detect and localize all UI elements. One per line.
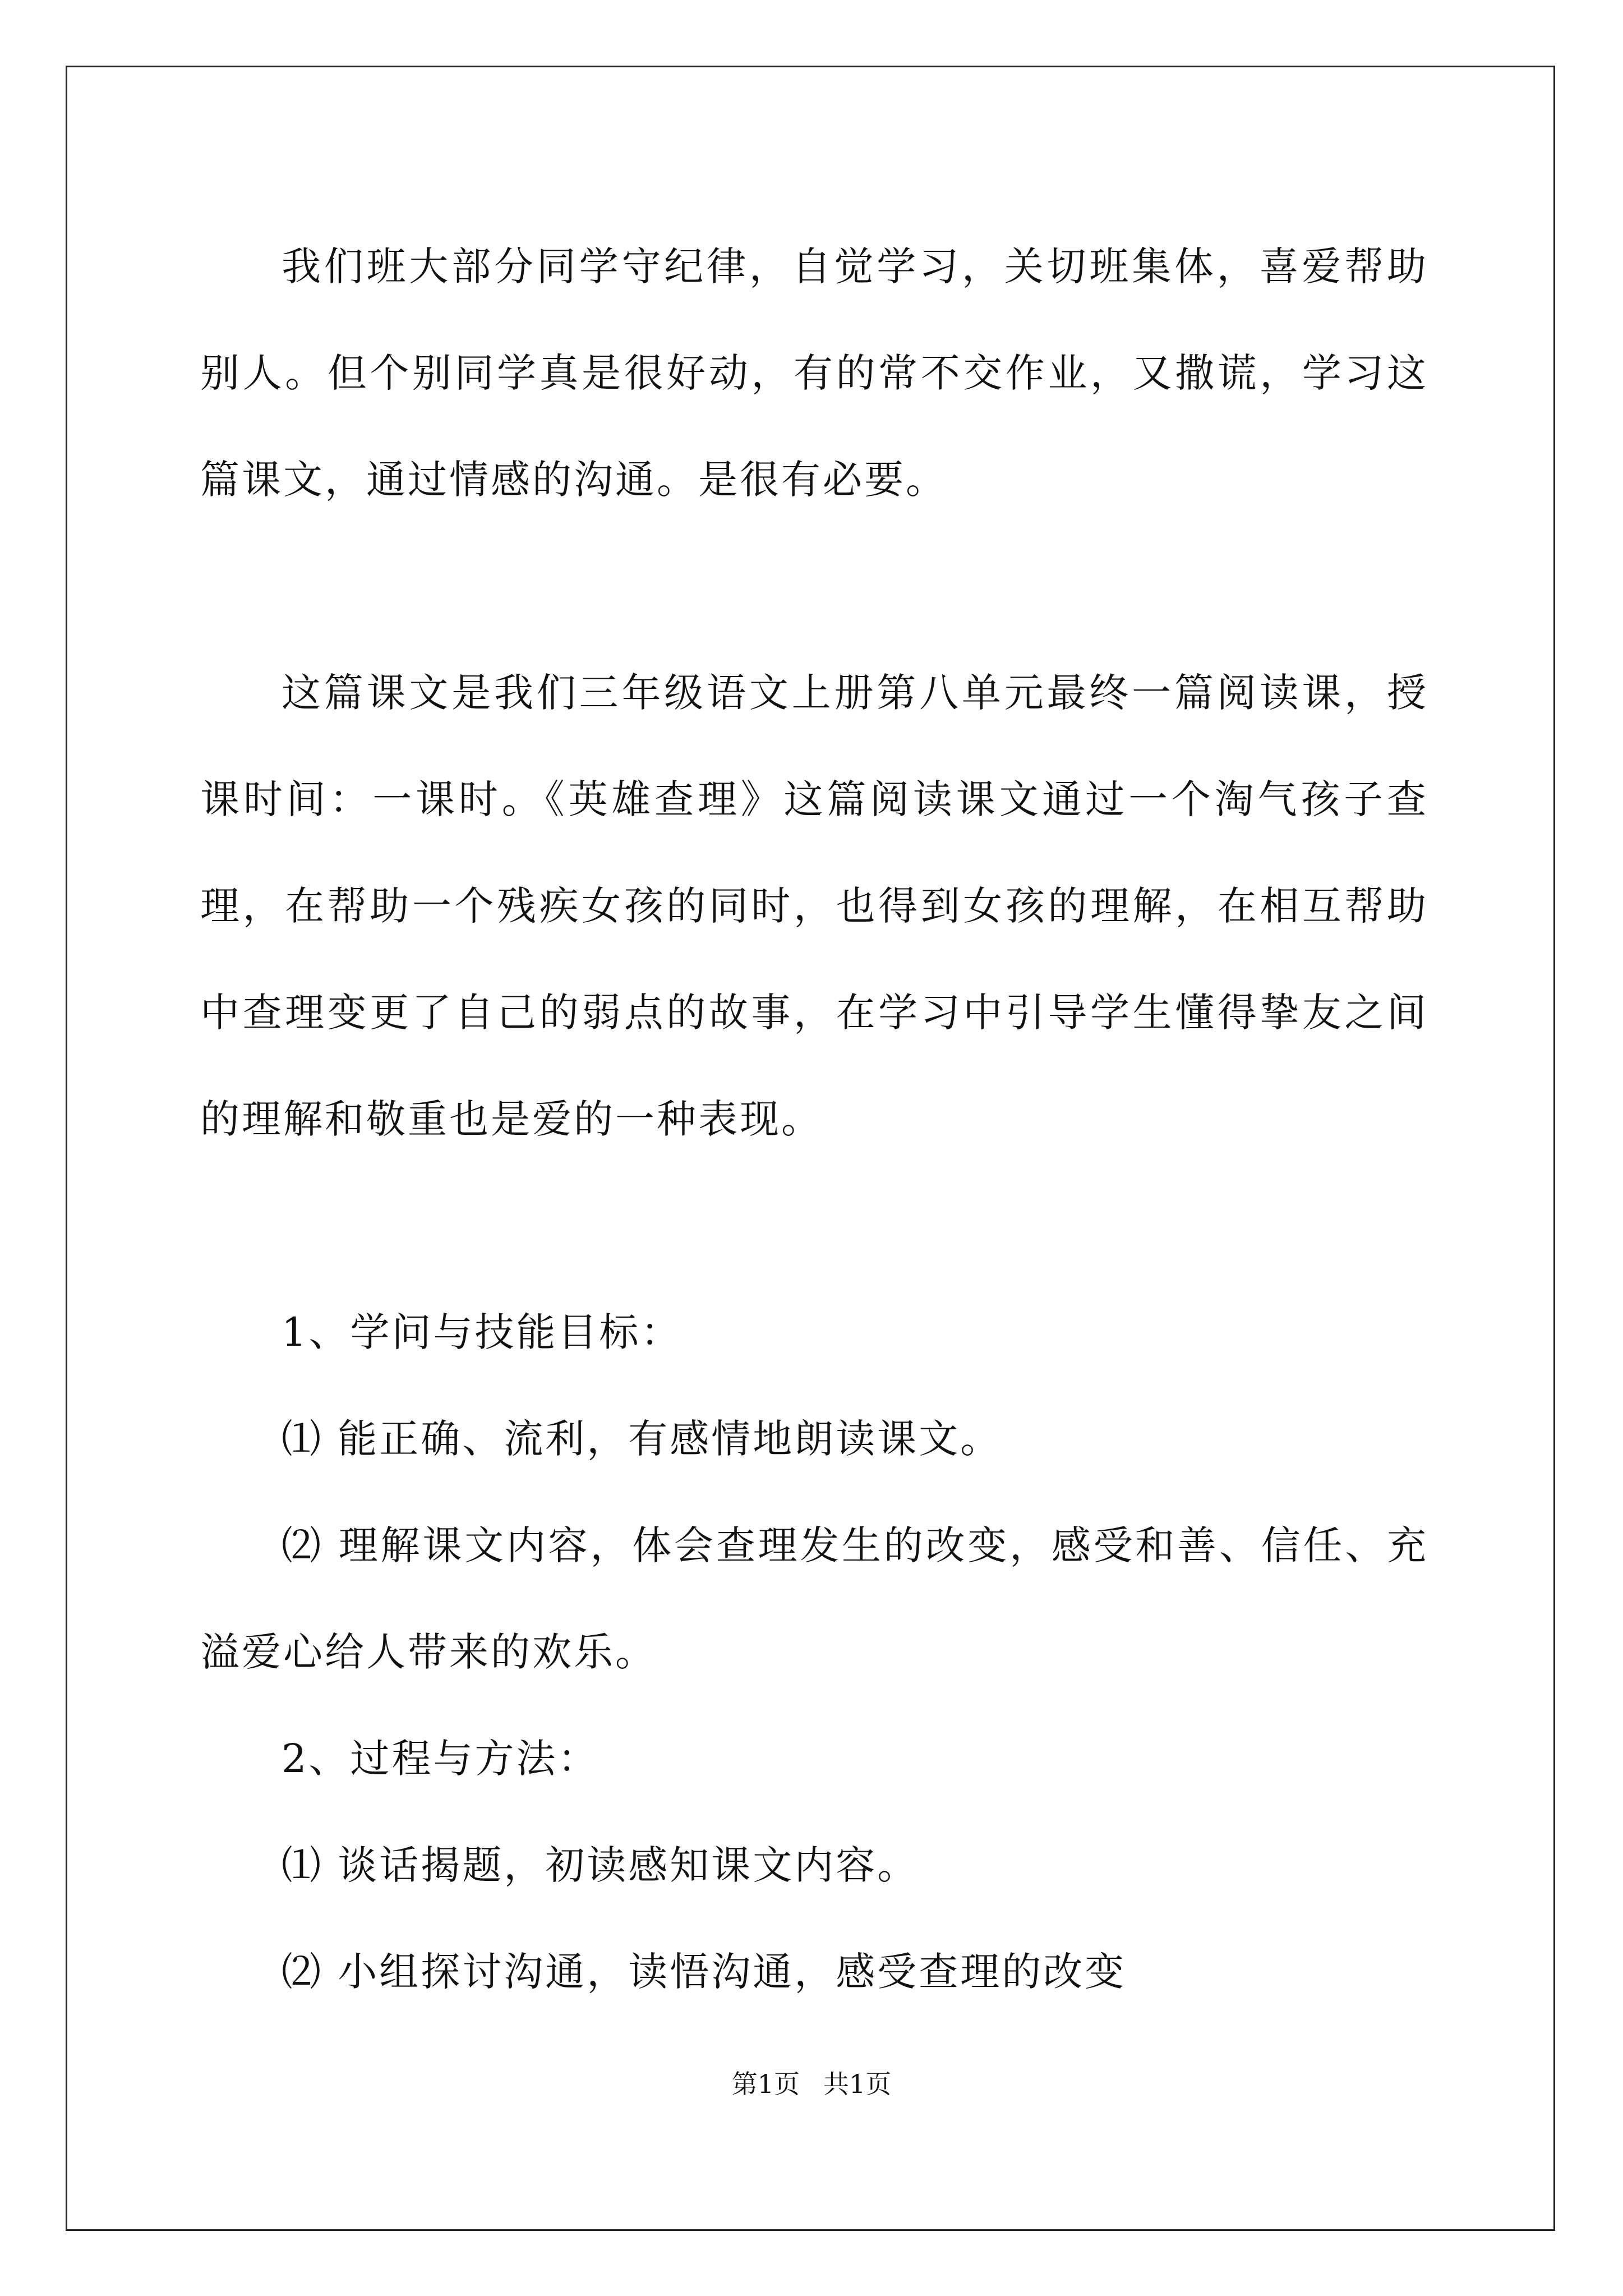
paragraph-spacer <box>200 533 1428 639</box>
method-item-introduction: ⑴ 谈话揭题，初读感知课文内容。 <box>282 1842 919 1888</box>
paragraph-class-situation: 我们班大部分同学守纪律，自觉学习，关切班集体，喜爱帮助别人。但个别同学真是很好动，有的常不交作业，又撒谎，学习这篇课文，通过情感的沟通。是很有必要。 <box>200 243 1428 503</box>
heading-process-method: 2、过程与方法： <box>282 1736 600 1782</box>
heading-knowledge-skill-goals: 1、学问与技能目标： <box>282 1309 683 1355</box>
goal-item-reading: ⑴ 能正确、流利，有感情地朗读课文。 <box>282 1416 1002 1462</box>
page-total: 共1页 <box>823 2069 892 2099</box>
method-item-group-discussion: ⑵ 小组探讨沟通，读悟沟通，感受查理的改变 <box>282 1949 1127 1995</box>
page-footer <box>0 2067 1623 2101</box>
document-body <box>200 213 1428 2025</box>
goal-item-understanding: ⑵ 理解课文内容，体会查理发生的改变，感受和善、信任、充溢爱心给人带来的欢乐。 <box>200 1522 1428 1675</box>
page-number: 第1页 <box>731 2069 800 2099</box>
paragraph-lesson-overview: 这篇课文是我们三年级语文上册第八单元最终一篇阅读课，授课时间：一课时。《英雄查理》这篇阅读课文通过一个淘气孩子查理，在帮助一个残疾女孩的同时，也得到女孩的理解，在相互帮助中查理变更了自己的弱点的故事，在学习中引导学生懂得挚友之间的理解和敬重也是爱的一种表现。 <box>200 670 1428 1142</box>
paragraph-spacer <box>200 1172 1428 1279</box>
